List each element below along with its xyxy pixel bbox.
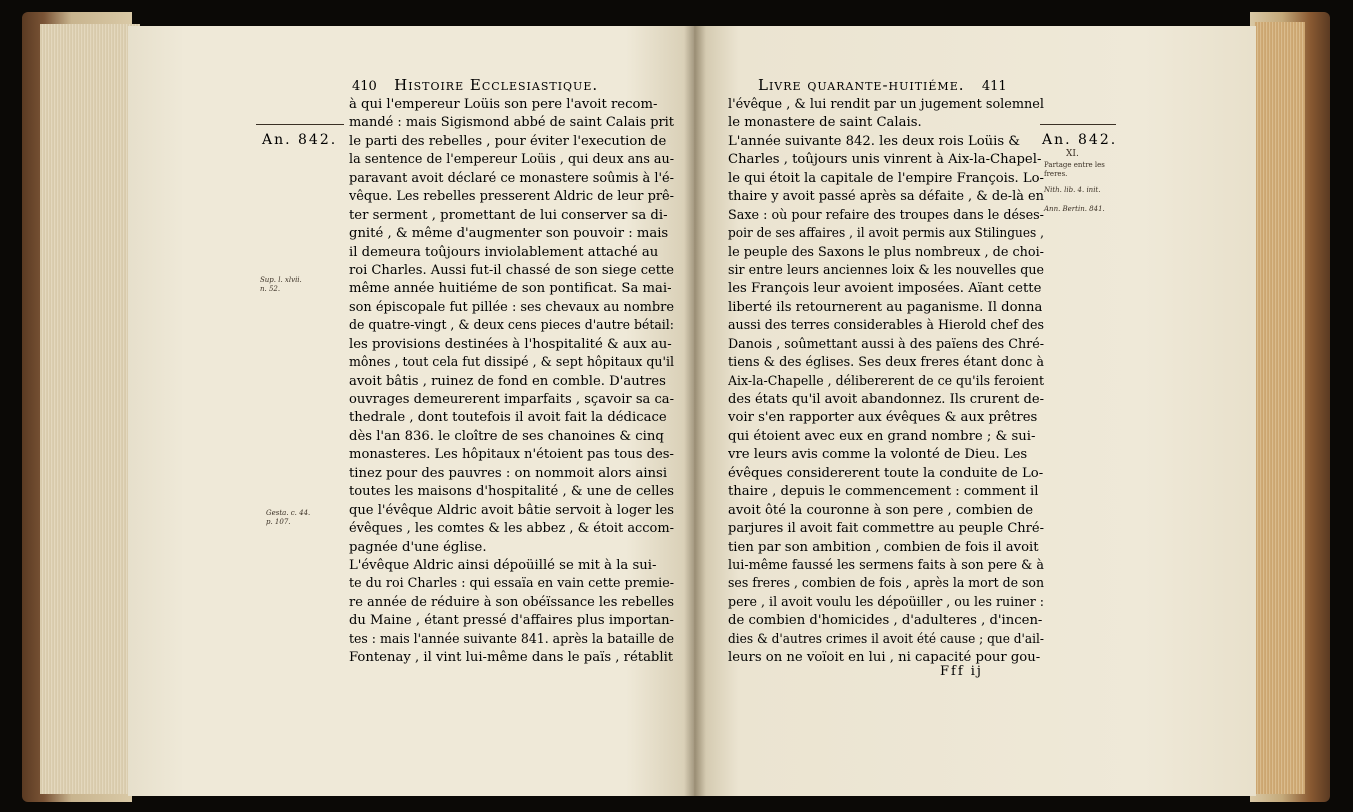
right-margin-note-1: [1044, 186, 1100, 195]
right-margin-note-2: [1044, 205, 1105, 214]
text-line: dies & d'autres crimes il avoit été cause ; que d'ail-: [728, 631, 1044, 647]
text-line: lui-même faussé les sermens faits à son pere & à: [728, 557, 1044, 573]
left-year-rule: [256, 124, 344, 125]
left-running-title: Histoire Ecclesiastique.: [394, 76, 599, 94]
margin-note-line: Ann. Bertin. 841.: [1044, 205, 1105, 213]
text-line: l'évêque , & lui rendit par un jugement solemnel: [728, 97, 1044, 112]
section-title-line: Partage entre les: [1044, 161, 1105, 169]
text-line: roi Charles. Aussi fut-il chassé de son siege cette: [349, 262, 674, 278]
text-line: monasteres. Les hôpitaux n'étoient pas tous des-: [349, 447, 674, 463]
text-line: pagnée d'une église.: [349, 539, 487, 555]
text-line: son épiscopale fut pillée : ses chevaux au nombre: [349, 299, 674, 315]
text-line: à qui l'empereur Loüis son pere l'avoit recom-: [349, 97, 658, 112]
text-line: vre leurs avis comme la volonté de Dieu. Les: [728, 447, 1028, 463]
right-year-label: An. 842.: [1042, 132, 1118, 148]
text-line: de combien d'homicides , d'adulteres , d'incen-: [728, 613, 1043, 629]
text-line: évêques considererent toute la conduite de Lo-: [728, 465, 1044, 481]
left-year-label: An. 842.: [262, 132, 338, 148]
left-page-number: 410: [352, 79, 377, 94]
text-line: des états qu'il avoit abandonnez. Ils crurent de-: [728, 392, 1044, 407]
text-line: les provisions destinées à l'hospitalité & aux au-: [349, 336, 672, 352]
text-line: qui étoient avec eux en grand nombre ; & sui-: [728, 428, 1036, 444]
text-line: le monastere de saint Calais.: [728, 115, 922, 131]
text-line: thaire y avoit passé après sa défaite , & de-là en: [728, 189, 1044, 205]
text-line: leurs on ne voïoit en lui , ni capacité pour gou-: [728, 650, 1041, 666]
text-line: dès l'an 836. le cloître de ses chanoines & cinq: [349, 428, 664, 444]
text-line: Aix-la-Chapelle , délibererent de ce qu'ils feroient: [728, 373, 1044, 389]
text-line: de quatre-vingt , & deux cens pieces d'autre bétail:: [349, 318, 674, 334]
text-line: re année de réduire à son obéïssance les rebelles: [349, 594, 674, 610]
left-body-text: [349, 96, 674, 668]
text-line: pere , il avoit voulu les dépoüiller , ou les ruiner :: [728, 594, 1044, 610]
text-line: le parti des rebelles , pour éviter l'execution de: [349, 133, 667, 149]
section-title: [1044, 161, 1105, 179]
text-line: te du roi Charles : qui essaïa en vain cette premie-: [349, 576, 674, 592]
left-margin-note-2: [266, 509, 310, 527]
margin-note-line: Sup. l. xlvii.: [260, 276, 302, 284]
text-line: tiens & des églises. Ses deux freres étant donc à: [728, 355, 1044, 371]
text-line: Saxe : où pour refaire des troupes dans le déses-: [728, 207, 1044, 223]
text-line: tes : mais l'année suivante 841. après la bataille de: [349, 631, 674, 647]
text-line: ouvrages demeurerent imparfaits , sçavoir sa ca-: [349, 392, 674, 407]
right-page-number: 411: [981, 79, 1007, 94]
right-body-text: [728, 96, 1044, 668]
text-line: ses freres , combien de fois , après la mort de son: [728, 576, 1044, 592]
section-number: XI.: [1066, 149, 1079, 159]
book-gutter: [684, 26, 706, 796]
left-margin-note-1: [260, 276, 302, 294]
text-line: Fontenay , il vint lui-même dans le païs , rétablit: [349, 650, 674, 666]
text-line: L'année suivante 842. les deux rois Loüis &: [728, 133, 1021, 149]
right-running-head: [758, 76, 1007, 94]
right-running-title: Livre quarante-huitiéme.: [758, 76, 965, 94]
text-line: tinez pour des pauvres : on nommoit alors ainsi: [349, 465, 668, 481]
text-line: paravant avoit déclaré ce monastere soûmis à l'é-: [349, 170, 674, 186]
text-line: tien par son ambition , combien de fois il avoit: [728, 539, 1039, 555]
margin-note-line: n. 52.: [260, 285, 281, 293]
text-line: même année huitiéme de son pontificat. Sa mai-: [349, 281, 672, 297]
section-title-line: freres.: [1044, 170, 1068, 178]
text-line: mônes , tout cela fut dissipé , & sept hôpitaux qu'il: [349, 355, 674, 371]
text-line: avoit ôté la couronne à son pere , combien de: [728, 502, 1034, 518]
text-line: avoit bâtis , ruinez de fond en comble. D'autres: [349, 373, 666, 389]
left-page-edges: [40, 24, 140, 794]
text-line: parjures il avoit fait commettre au peuple Chré-: [728, 521, 1044, 537]
text-line: le qui étoit la capitale de l'empire François. Lo-: [728, 170, 1044, 186]
left-running-head: [352, 76, 598, 94]
text-line: Charles , toûjours unis vinrent à Aix-la-Chapel-: [728, 152, 1042, 168]
text-line: que l'évêque Aldric avoit bâtie servoit à loger les: [349, 502, 674, 518]
text-line: toutes les maisons d'hospitalité , & une de celles: [349, 484, 674, 500]
text-line: aussi des terres considerables à Hierold chef des: [728, 318, 1044, 334]
right-year-rule: [1040, 124, 1116, 125]
signature-mark: Fff ij: [940, 664, 983, 679]
text-line: gnité , & même d'augmenter son pouvoir : mais: [349, 226, 669, 242]
text-line: sir entre leurs anciennes loix & les nouvelles que: [728, 262, 1044, 278]
text-line: il demeura toûjours inviolablement attaché au: [349, 244, 659, 260]
right-page-edges: [1255, 22, 1305, 794]
text-line: les François leur avoient imposées. Aïant cette: [728, 281, 1042, 297]
text-line: mandé : mais Sigismond abbé de saint Calais prit: [349, 115, 674, 131]
margin-note-line: Gesta. c. 44.: [266, 509, 311, 517]
margin-note-line: p. 107.: [266, 518, 291, 526]
text-line: le peuple des Saxons le plus nombreux , de choi-: [728, 244, 1044, 260]
text-line: voir s'en rapporter aux évêques & aux prêtres: [728, 410, 1038, 426]
text-line: L'évêque Aldric ainsi dépoüillé se mit à la sui-: [349, 557, 657, 573]
text-line: vêque. Les rebelles presserent Aldric de leur prê-: [349, 189, 674, 205]
text-line: ter serment , promettant de lui conserver sa di-: [349, 207, 668, 223]
text-line: la sentence de l'empereur Loüis , qui deux ans au-: [349, 152, 674, 168]
text-line: liberté ils retournerent au paganisme. Il donna: [728, 299, 1043, 315]
text-line: évêques , les comtes & les abbez , & étoit accom-: [349, 521, 674, 537]
text-line: Danois , soûmettant aussi à des païens des Chré-: [728, 336, 1044, 352]
text-line: du Maine , étant pressé d'affaires plus importan-: [349, 613, 674, 629]
margin-note-line: Nith. lib. 4. init.: [1044, 186, 1101, 194]
text-line: thedrale , dont toutefois il avoit fait la dédicace: [349, 410, 667, 426]
text-line: thaire , depuis le commencement : comment il: [728, 484, 1039, 500]
text-line: poir de ses affaires , il avoit permis aux Stilingues ,: [728, 226, 1044, 242]
